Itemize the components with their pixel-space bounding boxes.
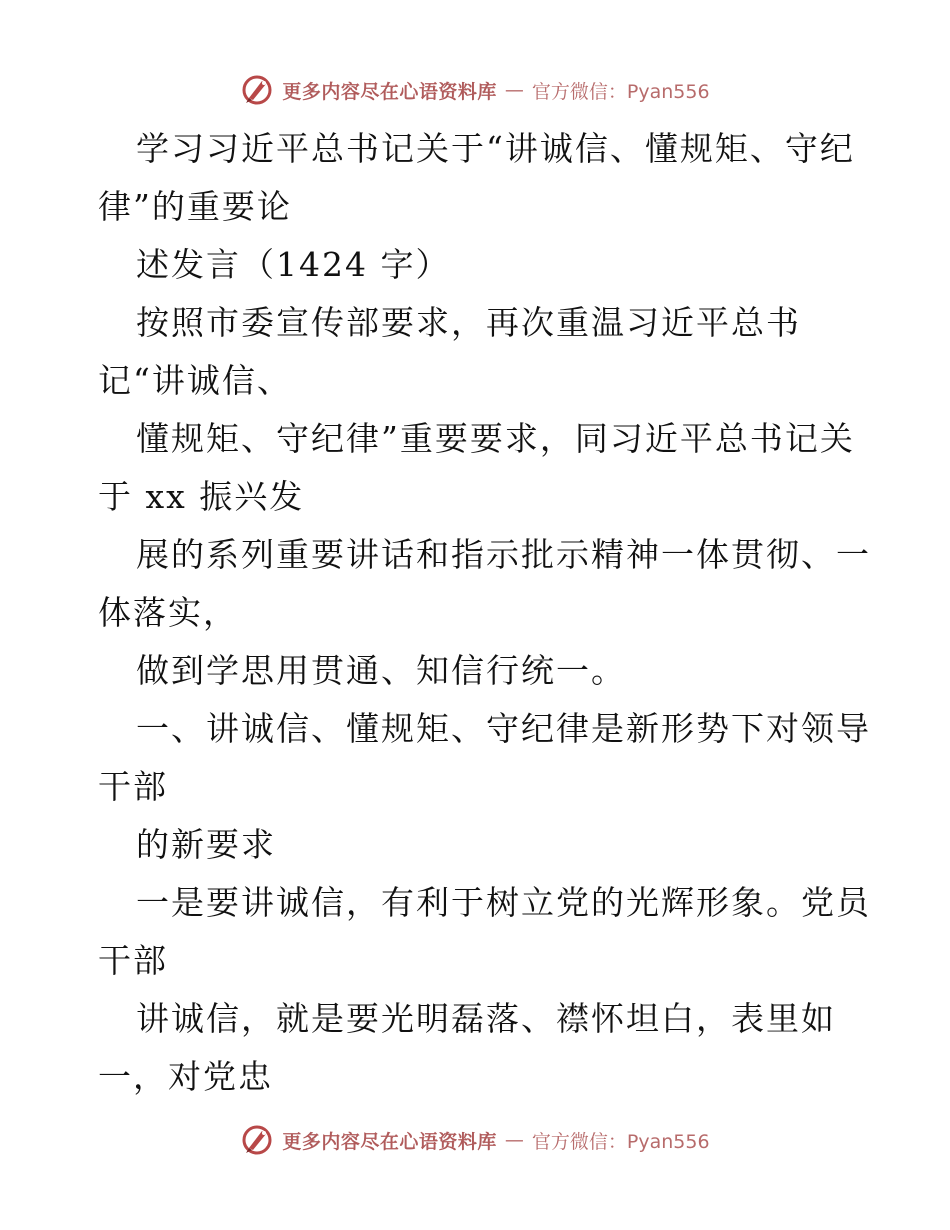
footer-watermark	[0, 1120, 950, 1160]
text-line: 律”的重要论	[98, 187, 292, 226]
watermark-site-text: 更多内容尽在心语资料库	[282, 80, 497, 103]
text-line: 展的系列重要讲话和指示批示精神一体贯彻、一	[136, 535, 871, 574]
text-line: 的新要求	[136, 825, 276, 864]
header-watermark	[0, 70, 950, 110]
watermark-wechat-text: 官方微信：Pyan556	[531, 1130, 710, 1153]
text-line: 讲诚信，就是要光明磊落、襟怀坦白，表里如	[136, 999, 836, 1038]
text-line: 学习习近平总书记关于“讲诚信、懂规矩、守纪	[136, 129, 855, 168]
watermark-dash: —	[504, 79, 524, 101]
text-line: 干部	[98, 941, 168, 980]
text-line: 一，对党忠	[98, 1057, 273, 1096]
watermark-wechat-text: 官方微信：Pyan556	[531, 80, 710, 103]
quill-pen-logo-icon	[240, 73, 274, 107]
text-line: 一、讲诚信、懂规矩、守纪律是新形势下对领导	[136, 709, 871, 748]
watermark-dash: —	[504, 1129, 524, 1151]
text-line: 干部	[98, 767, 168, 806]
text-line: 按照市委宣传部要求，再次重温习近平总书	[136, 303, 801, 342]
text-line: 体落实，	[98, 593, 238, 632]
watermark-site-text: 更多内容尽在心语资料库	[282, 1130, 497, 1153]
text-line: 一是要讲诚信，有利于树立党的光辉形象。党员	[136, 883, 871, 922]
quill-pen-logo-icon	[240, 1123, 274, 1157]
text-line: 懂规矩、守纪律”重要要求，同习近平总书记关	[136, 419, 855, 458]
text-line: 做到学思用贯通、知信行统一。	[136, 651, 626, 690]
text-line: 记“讲诚信、	[98, 361, 292, 400]
text-line: 述发言（1424 字）	[136, 245, 451, 284]
text-line: 于 xx 振兴发	[98, 477, 305, 516]
document-body	[98, 120, 871, 1106]
